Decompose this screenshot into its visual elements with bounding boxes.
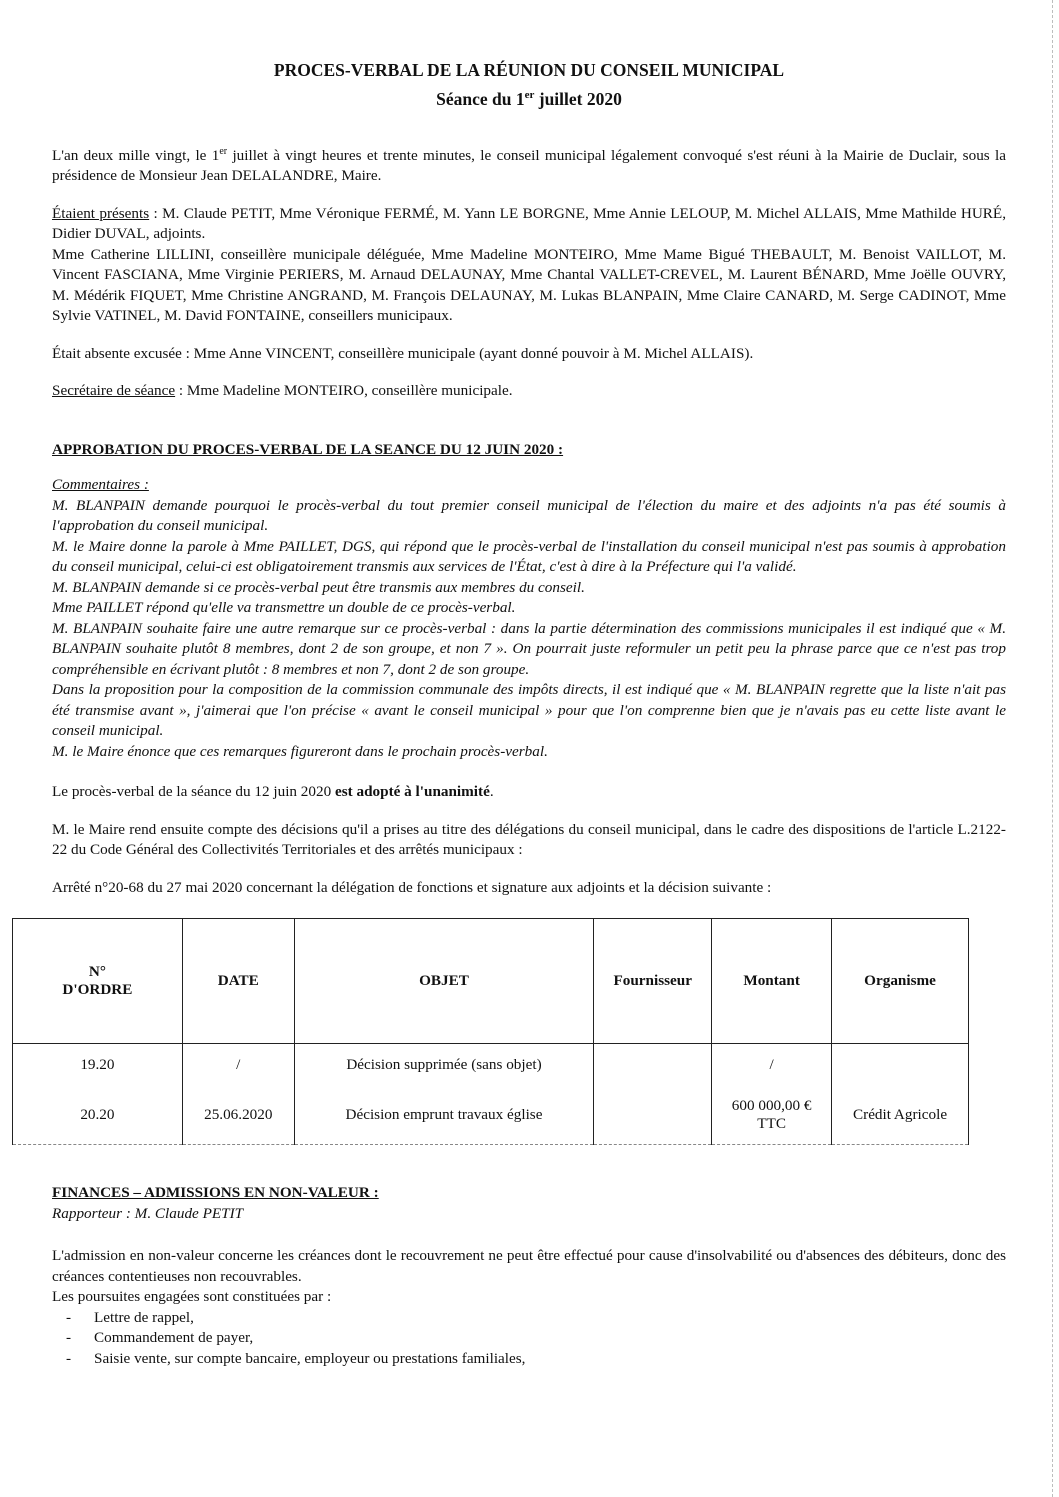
- cell-date: 25.06.2020: [182, 1086, 294, 1145]
- comment-1: M. BLANPAIN demande pourquoi le procès-verbal du tout premier conseil municipal de l'élection du maire et des adjoints n'a pas été soumis à l'approbation du conseil municipal.: [52, 496, 1006, 535]
- decisions-table: [12, 918, 969, 1145]
- attendees-block: [52, 204, 1006, 327]
- subtitle-suffix: juillet 2020: [534, 88, 622, 109]
- approval-comments: [52, 475, 1006, 762]
- intro-text-a: L'an deux mille vingt, le 1: [52, 146, 220, 164]
- header-objet: OBJET: [294, 919, 594, 1044]
- finances-paragraph-2: Les poursuites engagées sont constituées par :: [52, 1288, 332, 1306]
- present-adjoints: [52, 204, 1006, 245]
- approval-section-title: APPROBATION DU PROCES-VERBAL DE LA SEANCE DU 12 JUIN 2020 :: [52, 440, 564, 458]
- comment-5: M. BLANPAIN souhaite faire une autre remarque sur ce procès-verbal : dans la partie détermination des commissions municipales il est indiqué que « M. BLANPAIN souhaite plutôt 8 membres, dont 2 de son groupe, et non 7 ». On pourrait juste reformuler un petit peu la phrase parce que ce n'est pas trop compréhensible en écrivant plutôt : 8 membres et non 7, dont 2 de son groupe.: [52, 619, 1006, 678]
- header-num-line2: D'ORDRE: [62, 981, 133, 999]
- table-row: [13, 1044, 969, 1087]
- cell-montant: [712, 1086, 832, 1145]
- document-header: [52, 58, 1006, 112]
- present-label: Étaient présents: [52, 204, 150, 222]
- comment-7: M. le Maire énonce que ces remarques figureront dans le prochain procès-verbal.: [52, 742, 548, 760]
- arrete-line: Arrêté n°20-68 du 27 mai 2020 concernant la délégation de fonctions et signature aux adjoints et la décision suivante :: [52, 878, 772, 896]
- intro-text-b: juillet à vingt heures et trente minutes, le conseil municipal légalement convoqué s'est réuni à la Mairie de Duclair, sous la présidence de Monsieur Jean DELALANDRE, Maire.: [52, 146, 1006, 185]
- document-title: PROCES-VERBAL DE LA RÉUNION DU CONSEIL MUNICIPAL: [273, 60, 785, 80]
- document-page: [52, 0, 1006, 1369]
- header-fournisseur: Fournisseur: [594, 919, 712, 1044]
- cell-date: /: [182, 1044, 294, 1087]
- cell-objet: Décision emprunt travaux église: [294, 1086, 594, 1145]
- secretary-label: Secrétaire de séance: [52, 382, 176, 400]
- comment-6: Dans la proposition pour la composition de la commission communale des impôts directs, il est indiqué que « M. BLANPAIN regrette que la liste n'ait pas été transmise avant », j'aimerai que l'on précise « avant le conseil municipal » pour que l'on comprenne bien que je n'avais pas eu cette liste avant le conseil municipal.: [52, 681, 1006, 740]
- cell-fournisseur: [594, 1044, 712, 1087]
- cell-organisme: [832, 1044, 969, 1087]
- montant-line2: TTC: [757, 1115, 786, 1133]
- montant-line1: 600 000,00 €: [731, 1097, 812, 1115]
- finances-section-title: FINANCES – ADMISSIONS EN NON-VALEUR :: [52, 1184, 379, 1202]
- table-row: [13, 1086, 969, 1145]
- absent-text: Était absente excusée : Mme Anne VINCENT, conseillère municipale (ayant donné pouvoir à M. Michel ALLAIS).: [52, 344, 754, 362]
- cell-num: 20.20: [13, 1086, 183, 1145]
- table-header-row: [13, 919, 969, 1044]
- comment-3: M. BLANPAIN demande si ce procès-verbal peut être transmis aux membres du conseil.: [52, 578, 585, 596]
- list-item: - Saisie vente, sur compte bancaire, employeur ou prestations familiales,: [94, 1349, 1006, 1370]
- adoption-text-c: .: [489, 783, 494, 801]
- cell-num: 19.20: [13, 1044, 183, 1087]
- comments-label: Commentaires :: [52, 476, 149, 494]
- secretary-line: [52, 381, 1006, 402]
- header-num: [13, 919, 183, 1044]
- present-adjoints-text: : M. Claude PETIT, Mme Véronique FERMÉ, M. Yann LE BORGNE, Mme Annie LELOUP, M. Michel ALLAIS, Mme Mathilde HURÉ, Didier DUVAL, adjoints.: [52, 204, 1006, 243]
- list-item: - Lettre de rappel,: [94, 1308, 1006, 1329]
- adoption-text-b: est adopté à l'unanimité: [334, 783, 490, 801]
- finances-paragraph-1: L'admission en non-valeur concerne les créances dont le recouvrement ne peut être effectué pour cause d'insolvabilité ou d'absences des débiteurs, donc des créances contentieuses non recouvrables.: [52, 1247, 1006, 1285]
- finances-rapporteur: Rapporteur : M. Claude PETIT: [52, 1204, 244, 1222]
- cell-montant: /: [712, 1044, 832, 1087]
- present-conseillers: Mme Catherine LILLINI, conseillère municipale déléguée, Mme Madeline MONTEIRO, Mme Mame Bigué THEBAULT, M. Benoist VAILLOT, M. Vincent FASCIANA, Mme Virginie PERIERS, M. Arnaud DELAUNAY, Mme Chantal VALLET-CREVEL, M. Laurent BÉNARD, Mme Joëlle OUVRY, M. Médérik FIQUET, Mme Christine ANGRAND, M. François DELAUNAY, M. Lukas BLANPAIN, Mme Claire CANARD, M. Serge CADINOT, Mme Sylvie VATINEL, M. David FONTAINE, conseillers municipaux.: [52, 245, 1006, 325]
- cell-objet: Décision supprimée (sans objet): [294, 1044, 594, 1087]
- header-num-line1: N°: [88, 963, 106, 981]
- adoption-line: [52, 782, 1006, 803]
- document-subtitle: [52, 83, 1006, 112]
- cell-organisme: Crédit Agricole: [832, 1086, 969, 1145]
- header-organisme: Organisme: [832, 919, 969, 1044]
- cell-fournisseur: [594, 1086, 712, 1145]
- subtitle-prefix: Séance du 1: [436, 88, 525, 109]
- scan-edge-line: [1052, 0, 1053, 1497]
- adoption-text-a: Le procès-verbal de la séance du 12 juin 2020: [52, 783, 335, 801]
- secretary-text: : Mme Madeline MONTEIRO, conseillère municipale.: [175, 382, 513, 400]
- subtitle-sup: er: [524, 89, 535, 101]
- comment-2: M. le Maire donne la parole à Mme PAILLET, DGS, qui répond que le procès-verbal de l'installation du conseil municipal n'est pas soumis à approbation du conseil municipal, celui-ci est obligatoirement transmis aux services de l'État, c'est à dire à la Préfecture qui l'a validé.: [52, 537, 1006, 576]
- poursuites-list: [52, 1308, 1006, 1370]
- intro-paragraph: [52, 142, 1006, 187]
- comment-4: Mme PAILLET répond qu'elle va transmettre un double de ce procès-verbal.: [52, 599, 516, 617]
- header-date: DATE: [182, 919, 294, 1044]
- report-paragraph: M. le Maire rend ensuite compte des décisions qu'il a prises au titre des délégations du conseil municipal, dans le cadre des dispositions de l'article L.2122-22 du Code Général des Collectivités Territoriales et des arrêtés municipaux :: [52, 820, 1006, 859]
- list-item: - Commandement de payer,: [94, 1328, 1006, 1349]
- header-montant: Montant: [712, 919, 832, 1044]
- intro-sup: er: [219, 145, 228, 157]
